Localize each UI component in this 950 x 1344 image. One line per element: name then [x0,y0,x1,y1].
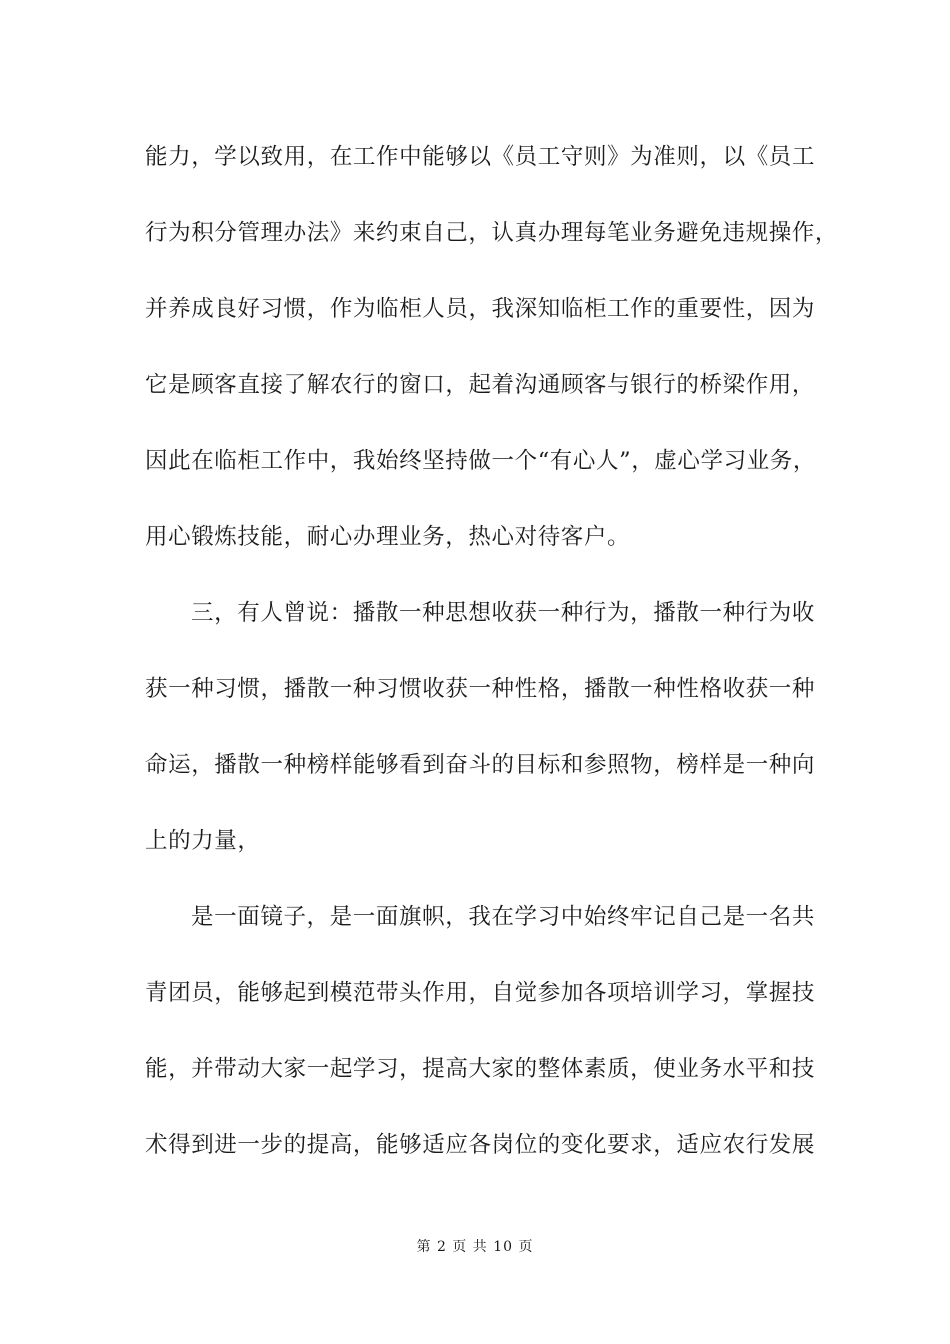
text-line: 青团员，能够起到模范带头作用，自觉参加各项培训学习，掌握技 [145,980,815,1006]
text-line: 能，并带动大家一起学习，提高大家的整体素质，使业务水平和技 [145,1056,815,1082]
text-line: 术得到进一步的提高，能够适应各岗位的变化要求，适应农行发展 [145,1132,815,1158]
text-line: 上的力量， [145,828,261,854]
paragraph-start-line: 是一面镜子，是一面旗帜，我在学习中始终牢记自己是一名共 [191,904,815,930]
text-line: 并养成良好习惯，作为临柜人员，我深知临柜工作的重要性，因为 [145,296,815,322]
text-line: 因此在临柜工作中，我始终坚持做一个“有心人”，虚心学习业务， [145,448,817,474]
text-line: 它是顾客直接了解农行的窗口，起着沟通顾客与银行的桥梁作用， [145,372,815,398]
text-line: 获一种习惯，播散一种习惯收获一种性格，播散一种性格收获一种 [145,676,815,702]
paragraph-start-line: 三，有人曾说：播散一种思想收获一种行为，播散一种行为收 [191,600,815,626]
text-line: 行为积分管理办法》来约束自己，认真办理每笔业务避免违规操作， [145,220,839,246]
text-line: 用心锻炼技能，耐心办理业务，热心对待客户。 [145,524,631,550]
text-line: 命运，播散一种榜样能够看到奋斗的目标和参照物，榜样是一种向 [145,752,815,778]
text-line: 能力，学以致用，在工作中能够以《员工守则》为准则，以《员工 [145,144,815,170]
page-number-footer: 第 2 页 共 10 页 [416,1239,534,1255]
